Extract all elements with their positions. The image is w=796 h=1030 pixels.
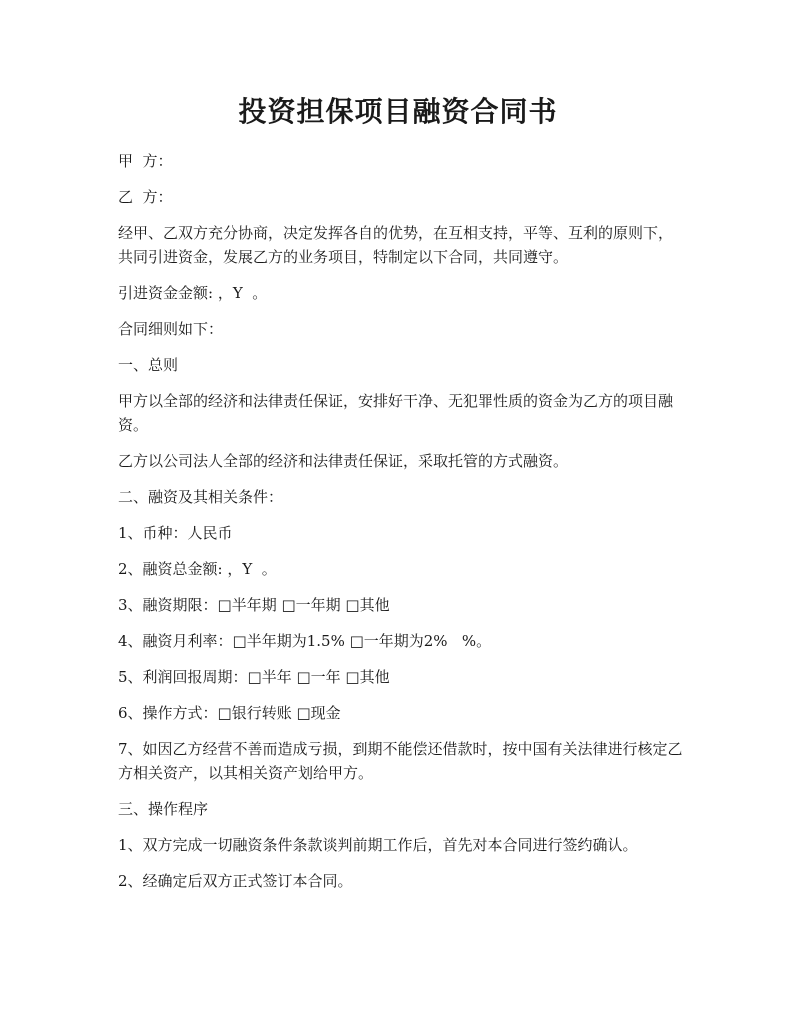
clause-party-b-guarantee: 乙方以公司法人全部的经济和法律责任保证，采取托管的方式融资。: [118, 452, 569, 470]
document-title: 投资担保项目融资合同书: [238, 95, 558, 128]
section-heading-general: 一、总则: [118, 356, 179, 374]
clause-party-a-guarantee: 甲方以全部的经济和法律责任保证，安排好干净、无犯罪性质的资金为乙方的项目融资。: [118, 392, 674, 434]
procedure-step-1: 1、双方完成一切融资条件条款谈判前期工作后，首先对本合同进行签约确认。: [118, 836, 638, 854]
contract-rules-intro: 合同细则如下：: [118, 320, 224, 338]
funding-amount-line: 引进资金金额: ，Y 。: [118, 284, 268, 302]
condition-return-cycle: 5、利润回报周期：□半年 □一年 □其他: [118, 668, 390, 686]
section-heading-conditions: 二、融资及其相关条件：: [118, 488, 284, 506]
party-a-line: 甲 方：: [118, 152, 173, 170]
condition-total-amount: 2、融资总金额: ，Y 。: [118, 560, 277, 578]
condition-loss-clause: 7、如因乙方经营不善而造成亏损，到期不能偿还借款时，按中国有关法律进行核定乙方相关资产，以其相关资产划给甲方。: [118, 740, 683, 782]
preamble-paragraph: 经甲、乙双方充分协商，决定发挥各自的优势，在互相支持，平等、互利的原则下，共同引进资金，发展乙方的业务项目，特制定以下合同，共同遵守。: [118, 224, 674, 266]
condition-operation-method: 6、操作方式：□银行转账 □现金: [118, 704, 341, 722]
section-heading-procedure: 三、操作程序: [118, 800, 209, 818]
party-b-line: 乙 方：: [118, 188, 173, 206]
condition-term: 3、融资期限：□半年期 □一年期 □其他: [118, 596, 390, 614]
condition-currency: 1、币种：人民币: [118, 524, 233, 542]
condition-monthly-rate: 4、融资月利率：□半年期为1.5% □一年期为2% %。: [118, 632, 492, 650]
procedure-step-2: 2、经确定后双方正式签订本合同。: [118, 872, 353, 890]
